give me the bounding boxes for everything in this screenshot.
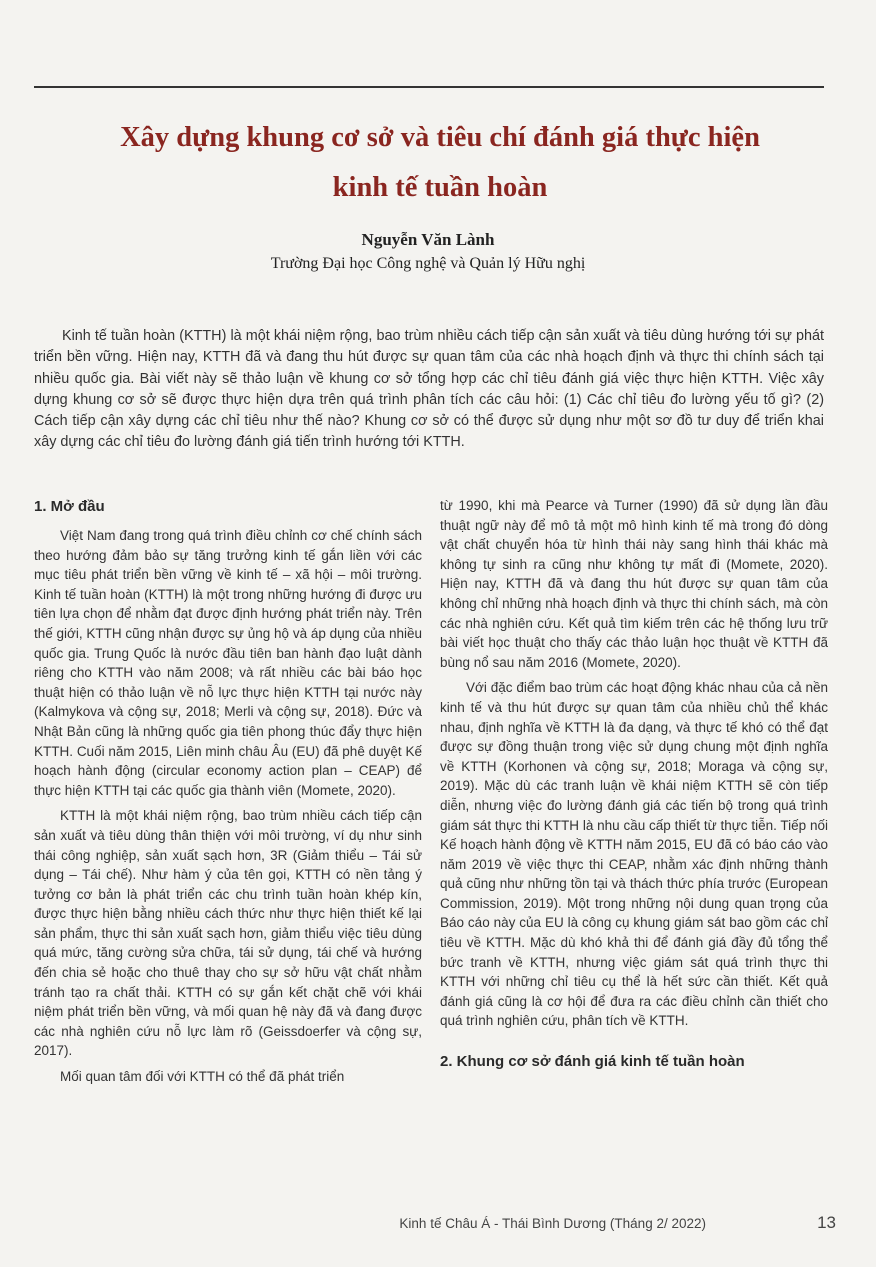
- page-number: 13: [817, 1213, 836, 1232]
- title-line-1: Xây dựng khung cơ sở và tiêu chí đánh giá thực hiện: [120, 122, 760, 153]
- article-title: [60, 113, 820, 213]
- column-right: [440, 496, 828, 1081]
- title-line-2: kinh tế tuần hoàn: [332, 172, 548, 203]
- section-1-paragraph-2: KTTH là một khái niệm rộng, bao trùm nhiều cách tiếp cận sản xuất và tiêu dùng thân thiện với môi trường, ví dụ như sinh thái công nghiệp, sản xuất sạch hơn, 3R (Giảm thiểu – Tái sử dụng – Tái chế). Như hàm ý của tên gọi, KTTH có nền tảng ý tưởng cơ bản là phát triển các chu trình tuần hoàn khép kín, được thực hiện bằng nhiều cách thức như thực hiện thiết kế lại sản phẩm, thực thi sản xuất sạch hơn, giảm thiểu việc tiêu dùng quá mức, tăng cường sửa chữa, tái sử dụng, tái chế và hướng đến chia sẻ hoặc cho thuê thay cho sự sở hữu vật chất nhằm tránh tạo ra chất thải. KTTH có sự gắn kết chặt chẽ với khái niệm phát triển bền vững, và mối quan hệ này đã và đang được các nhà nghiên cứu nỗ lực làm rõ (Geissdoerfer và cộng sự, 2017).: [34, 808, 422, 1059]
- header-rule: [34, 86, 824, 88]
- author-name: Nguyễn Văn Lành: [361, 230, 495, 249]
- section-1-paragraph-3-continued: từ 1990, khi mà Pearce và Turner (1990) đã sử dụng lần đầu thuật ngữ này để mô tả một mô hình kinh tế mà trong đó dòng vật chất chuyển hóa từ hình thái này sang hình thái khác mà không tự sinh ra cũng như không tự mất đi (Momete, 2020). Hiện nay, KTTH đã và đang thu hút được sự quan tâm của không chỉ những nhà hoạch định và thực thi chính sách, mà còn các nhà nghiên cứu. Kết quả tìm kiếm trên các hệ thống lưu trữ bài viết học thuật cho thấy các thảo luận học thuật về KTTH đã bùng nổ sau năm 2016 (Momete, 2020).: [440, 498, 828, 670]
- section-2-heading: 2. Khung cơ sở đánh giá kinh tế tuần hoàn: [440, 1053, 745, 1071]
- author-affiliation: Trường Đại học Công nghệ và Quản lý Hữu nghị: [270, 255, 586, 272]
- abstract: Kinh tế tuần hoàn (KTTH) là một khái niệm rộng, bao trùm nhiều cách tiếp cận sản xuất và tiêu dùng hướng tới sự phát triển bền vững. Hiện nay, KTTH đã và đang thu hút được sự quan tâm của các nhà hoạch định và thực thi chính sách tại nhiều quốc gia. Bài viết này sẽ thảo luận về khung cơ sở tổng hợp các chỉ tiêu đánh giá việc thực hiện KTTH. Việc xây dựng khung cơ sở sẽ được thực hiện dựa trên quá trình phân tích các câu hỏi: (1) Các chỉ tiêu đo lường yếu tố gì? (2) Cách tiếp cận xây dựng các chỉ tiêu như thế nào? Khung cơ sở có thể được sử dụng như một sơ đồ tư duy để triển khai xây dựng các chỉ tiêu đo lường đánh giá tiến trình hướng tới KTTH.: [34, 328, 824, 451]
- section-1-paragraph-1: Việt Nam đang trong quá trình điều chỉnh cơ chế chính sách theo hướng đảm bảo sự tăng trưởng kinh tế gắn liền với các mục tiêu phát triển bền vững về kinh tế – xã hội – môi trường. Kinh tế tuần hoàn (KTTH) là một trong những hướng đi được ưu tiên lựa chọn để nhằm đạt được định hướng phát triển này. Trên thế giới, KTTH cũng nhận được sự ủng hộ và áp dụng của nhiều quốc gia. Trung Quốc là nước đầu tiên ban hành đạo luật dành riêng cho KTTH vào năm 2008; và rất nhiều các bài báo học thuật hiện có thảo luận về nỗ lực thực hiện KTTH tại nước này (Kalmykova và cộng sự, 2018; Merli và cộng sự, 2018). Đức và Nhật Bản cũng là những quốc gia tiên phong thúc đẩy thực hiện KTTH. Cuối năm 2015, Liên minh châu Âu (EU) đã phê duyệt Kế hoạch hành động (circular economy action plan – CEAP) để thực hiện KTTH tại các quốc gia thành viên (Momete, 2020).: [34, 528, 422, 798]
- section-1-paragraph-3: Mối quan tâm đối với KTTH có thể đã phát triển: [60, 1069, 345, 1085]
- section-1-heading: 1. Mở đầu: [34, 498, 105, 515]
- journal-name: Kinh tế Châu Á - Thái Bình Dương (Tháng 2/ 2022): [399, 1216, 706, 1231]
- page-footer: [0, 1214, 876, 1238]
- column-left: [34, 496, 422, 1093]
- section-1-paragraph-4: Với đặc điểm bao trùm các hoạt động khác nhau của cả nền kinh tế và thu hút được sự quan tâm của nhiều chủ thể khác nhau, định nghĩa về KTTH là đa dạng, và thực tế khó có thể đạt được sự đồng thuận trong việc sử dụng chung một định nghĩa về KTTH (Korhonen và cộng sự, 2018; Moraga và cộng sự, 2019). Mặc dù các tranh luận về khái niệm KTTH sẽ còn tiếp diễn, nhưng việc đo lường đánh giá các tiến bộ trong quá trình giám sát thực thi KTTH là nhu cầu cấp thiết từ thực tiễn. Tiếp nối Kế hoạch hành động về KTTH năm 2015, EU đã có báo cáo vào năm 2019 về việc thực thi CEAP, nhằm xác định những thành quả cũng như những tồn tại và thách thức phía trước (European Commission, 2019). Một trong những nội dung quan trọng của Báo cáo này của EU là công cụ khung giám sát bao gồm các chỉ tiêu về KTTH. Mặc dù khó khả thi để đánh giá đầy đủ tổng thể bức tranh về KTTH, nhưng việc giám sát quá trình thực thi KTTH với những chỉ tiêu cụ thể là hết sức cần thiết. Kết quả đánh giá cũng là cơ hội để đưa ra các điều chỉnh cần thiết cho quá trình nghiên cứu, phân tích về KTTH.: [440, 680, 828, 1029]
